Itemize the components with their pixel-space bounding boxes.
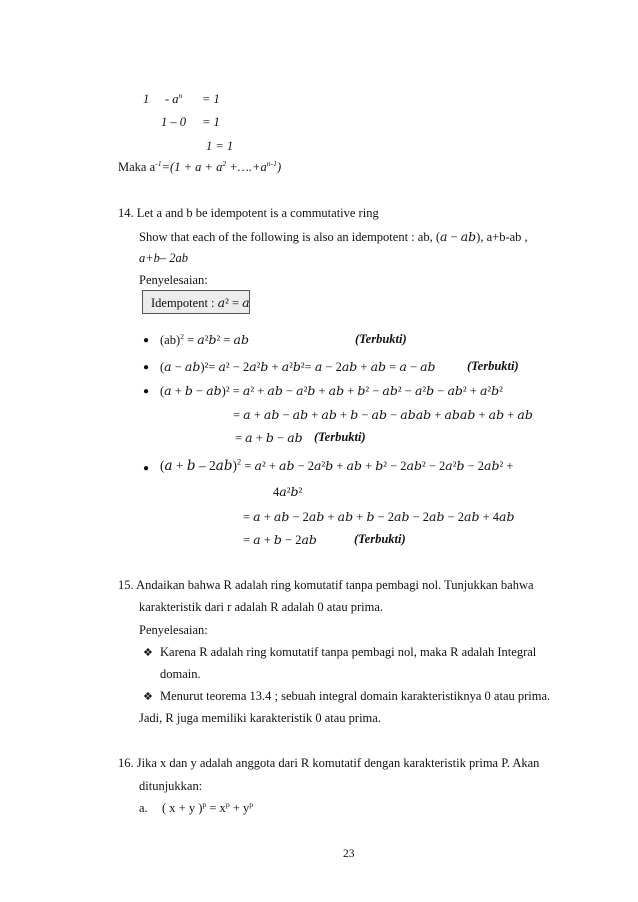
top-row3: 1 = 1 xyxy=(206,139,234,153)
q15-penyelesaian: Penyelesaian: xyxy=(139,623,208,637)
q14-b3-line2: = 𝑎 + 𝑎𝑏 − 𝑎𝑏 + 𝑎𝑏 + 𝑏 − 𝑎𝑏 − 𝑎𝑏𝑎𝑏 + 𝑎𝑏𝑎𝑏 + 𝑎𝑏 + 𝑎𝑏 xyxy=(233,408,533,422)
bullet-dot-icon: ● xyxy=(143,362,150,373)
q14-line2: Show that each of the following is also an idempotent : ab, (𝑎 − 𝑎𝑏), a+b-ab , xyxy=(139,230,528,244)
diamond-bullet-icon: ❖ xyxy=(143,691,153,703)
q15-point2: Menurut teorema 13.4 ; sebuah integral domain karakteristiknya 0 atau prima. xyxy=(160,689,551,703)
q14-b4-line4: = 𝑎 + 𝑏 − 2𝑎𝑏 xyxy=(243,533,317,547)
q14-b2: (𝑎 − 𝑎𝑏)²= 𝑎² − 2𝑎²𝑏 + 𝑎²𝑏²= 𝑎 − 2𝑎𝑏 + 𝑎𝑏 = 𝑎 − 𝑎𝑏 xyxy=(160,360,436,374)
q16-part-a-equation: ( x + y )$^p = x^p + y^p$ xyxy=(162,799,254,815)
q14-b4-line3: = 𝑎 + 𝑎𝑏 − 2𝑎𝑏 + 𝑎𝑏 + 𝑏 − 2𝑎𝑏 − 2𝑎𝑏 − 2𝑎𝑏 + 4𝑎𝑏 xyxy=(243,510,515,524)
q14-b1: (ab)$^2$ = 𝑎²𝑏² = 𝑎𝑏 xyxy=(160,331,250,347)
top-row1-term: - $a^n$ xyxy=(165,90,183,106)
q15-point1-b: domain. xyxy=(160,667,201,681)
q14-b3-line3: = 𝑎 + 𝑏 − 𝑎𝑏 xyxy=(235,431,303,445)
q14-b1-terbukti: (Terbukti) xyxy=(355,332,407,346)
top-row2-lhs: 1 – 0 xyxy=(161,115,186,129)
bullet-dot-icon: ● xyxy=(143,463,150,474)
top-row1-lhs: 1 xyxy=(143,92,150,106)
q14-b4-terbukti: (Terbukti) xyxy=(354,532,406,546)
diamond-bullet-icon: ❖ xyxy=(143,647,153,659)
q15-title: 15. Andaikan bahwa R adalah ring komutatif tanpa pembagi nol. Tunjukkan bahwa xyxy=(118,578,534,592)
q16-line2: ditunjukkan: xyxy=(139,779,203,793)
q16-title: 16. Jika x dan y adalah anggota dari R komutatif dengan karakteristik prima P. Akan xyxy=(118,756,540,770)
q16-part-a-label: a. xyxy=(139,801,148,815)
maka-line: Maka $a^{-1}=(1 + a + a^2$ $+\dots.+a^{n-1}$) xyxy=(118,158,282,174)
idempotent-definition: Idempotent : 𝑎² = 𝑎 xyxy=(151,296,250,310)
idempotent-definition-box xyxy=(142,290,250,314)
q14-penyelesaian: Penyelesaian: xyxy=(139,273,208,287)
bullet-dot-icon: ● xyxy=(143,335,150,346)
q14-title: 14. Let a and b be idempotent is a commutative ring xyxy=(118,206,379,220)
q14-line3: a+b– 2ab xyxy=(139,251,189,265)
q14-b4-line1: (𝑎 + 𝑏 – 2𝑎𝑏)$^2$ = 𝑎² + 𝑎𝑏 − 2𝑎²𝑏 + 𝑎𝑏 + 𝑏² − 2𝑎𝑏² − 2𝑎²𝑏 − 2𝑎𝑏² + xyxy=(160,457,514,473)
q15-line2: karakteristik dari r adalah R adalah 0 atau prima. xyxy=(139,600,383,614)
q15-point1-a: Karena R adalah ring komutatif tanpa pembagi nol, maka R adalah Integral xyxy=(160,645,537,659)
top-row1-rhs: = 1 xyxy=(202,92,220,106)
page-number: 23 xyxy=(343,848,355,860)
q14-b3-terbukti: (Terbukti) xyxy=(314,430,366,444)
q14-b4-line2: 4𝑎²𝑏² xyxy=(273,485,303,499)
q15-conclusion: Jadi, R juga memiliki karakteristik 0 atau prima. xyxy=(139,711,381,725)
top-row2-rhs: = 1 xyxy=(202,115,220,129)
bullet-dot-icon: ● xyxy=(143,386,150,397)
q14-b3-line1: (𝑎 + 𝑏 − 𝑎𝑏)² = 𝑎² + 𝑎𝑏 − 𝑎²𝑏 + 𝑎𝑏 + 𝑏² − 𝑎𝑏² − 𝑎²𝑏 − 𝑎𝑏² + 𝑎²𝑏² xyxy=(160,384,503,398)
q14-b2-terbukti: (Terbukti) xyxy=(467,359,519,373)
